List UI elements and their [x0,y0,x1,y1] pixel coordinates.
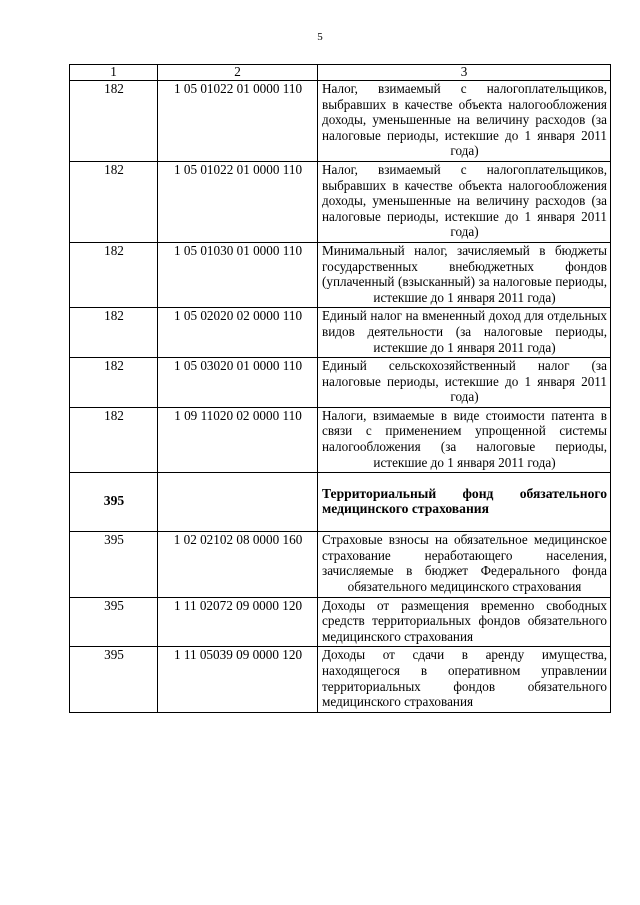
income-code: 1 05 01022 01 0000 110 [158,161,318,242]
section-header-row [70,473,611,532]
table-row [70,81,611,162]
income-code: 1 05 01030 01 0000 110 [158,242,318,307]
income-name: Единый сельскохозяйственный налог (за налоговые периоды, истекшие до 1 января 2011 года) [318,358,611,408]
table-row [70,407,611,472]
income-name: Налог, взимаемый с налогоплательщиков, выбравших в качестве объекта налогообложения доходы, уменьшенные на величину расходов (за налоговые периоды, истекшие до 1 января 2011 года) [318,81,611,162]
income-name: Единый налог на вмененный доход для отдельных видов деятельности (за налоговые периоды, истекшие до 1 января 2011 года) [318,308,611,358]
income-code: 1 05 03020 01 0000 110 [158,358,318,408]
table-header-row [70,65,611,81]
income-code: 1 09 11020 02 0000 110 [158,407,318,472]
income-code: 1 05 01022 01 0000 110 [158,81,318,162]
income-code [158,473,318,532]
income-name: Налоги, взимаемые в виде стоимости патента в связи с применением упрощенной системы налогообложения (за налоговые периоды, истекшие до 1 января 2011 года) [318,407,611,472]
administrator-code: 182 [70,81,158,162]
income-name: Страховые взносы на обязательное медицинское страхование неработающего населения, зачисляемые в бюджет Федерального фонда обязательного медицинского страхования [318,532,611,597]
administrator-code: 182 [70,242,158,307]
administrator-code: 182 [70,161,158,242]
income-code: 1 05 02020 02 0000 110 [158,308,318,358]
page-number: 5 [317,31,323,43]
administrator-code: 395 [70,473,158,532]
income-name: Минимальный налог, зачисляемый в бюджеты государственных внебюджетных фондов (уплаченный (взысканный) за налоговые периоды, истекшие до 1 января 2011 года) [318,242,611,307]
administrator-code: 182 [70,358,158,408]
administrator-code: 182 [70,308,158,358]
administrator-code: 182 [70,407,158,472]
column-header-3: 3 [318,65,611,81]
table-row [70,647,611,712]
income-name: Доходы от размещения временно свободных средств территориальных фондов обязательного медицинского страхования [318,597,611,647]
section-title: Территориальный фонд обязательного медицинского страхования [318,473,611,532]
income-name: Налог, взимаемый с налогоплательщиков, выбравших в качестве объекта налогообложения доходы, уменьшенные на величину расходов (за налоговые периоды, истекшие до 1 января 2011 года) [318,161,611,242]
income-code: 1 11 02072 09 0000 120 [158,597,318,647]
income-code: 1 11 05039 09 0000 120 [158,647,318,712]
administrator-code: 395 [70,532,158,597]
table-row [70,597,611,647]
administrator-code: 395 [70,647,158,712]
budget-classification-table [69,64,611,713]
administrator-code: 395 [70,597,158,647]
income-code: 1 02 02102 08 0000 160 [158,532,318,597]
column-header-1: 1 [70,65,158,81]
table-row [70,161,611,242]
column-header-2: 2 [158,65,318,81]
income-name: Доходы от сдачи в аренду имущества, находящегося в оперативном управлении территориальных фондов обязательного медицинского страхования [318,647,611,712]
table-row [70,242,611,307]
table-row [70,532,611,597]
table-row [70,308,611,358]
table-row [70,358,611,408]
